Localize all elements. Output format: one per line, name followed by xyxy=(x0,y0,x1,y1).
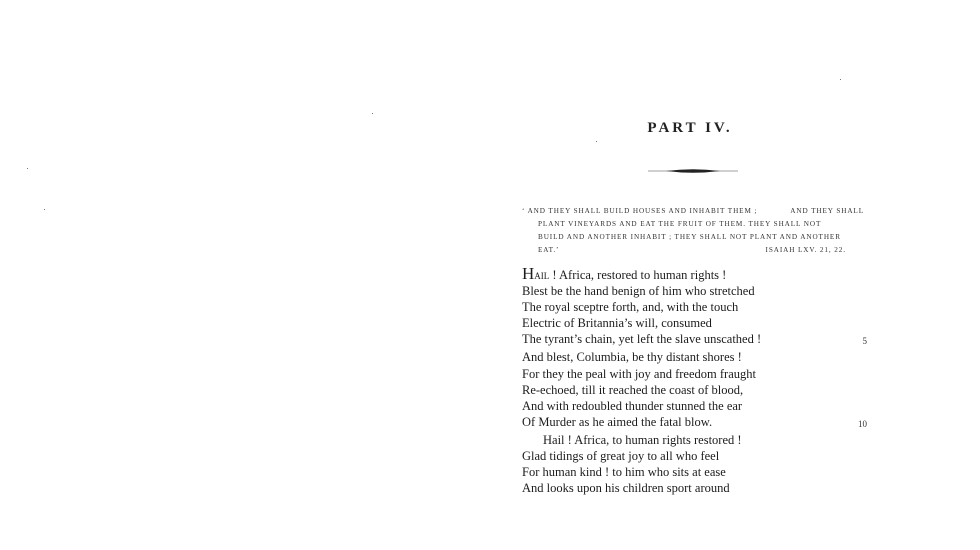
epigraph-line: BUILD AND ANOTHER INHABIT ; THEY SHALL NOT PLANT AND ANOTHER xyxy=(538,233,841,241)
scan-speck xyxy=(596,141,597,142)
scan-speck xyxy=(27,168,28,169)
poem-line: Glad tidings of great joy to all who feel xyxy=(522,449,720,464)
poem-line: The royal sceptre forth, and, with the touch xyxy=(522,300,739,315)
poem-line: Blest be the hand benign of him who stretched xyxy=(522,284,755,299)
poem-line: And blest, Columbia, be thy distant shores ! xyxy=(522,350,742,365)
drop-cap: H xyxy=(522,264,535,283)
poem-line: For human kind ! to him who sits at ease xyxy=(522,465,726,480)
epigraph-citation: ISAIAH LXV. 21, 22. xyxy=(765,246,846,254)
poem-line: And looks upon his children sport around xyxy=(522,481,730,496)
part-title: PART IV. xyxy=(647,120,733,136)
epigraph-line: PLANT VINEYARDS AND EAT THE FRUIT OF THEM. THEY SHALL NOT xyxy=(538,220,822,228)
poem-line: Of Murder as he aimed the fatal blow. 10 xyxy=(522,414,867,432)
poem-text xyxy=(522,266,867,496)
epigraph xyxy=(522,205,864,257)
epigraph-line: EAT.’ ISAIAH LXV. 21, 22. xyxy=(522,244,864,257)
poem-line: For they the peal with joy and freedom fraught xyxy=(522,366,756,381)
poem-line: Hail ! Africa, restored to human rights ! xyxy=(522,264,727,283)
ornamental-rule xyxy=(648,166,738,176)
line-number: 10 xyxy=(858,418,867,429)
scan-speck xyxy=(840,79,841,80)
scan-speck xyxy=(44,209,45,210)
epigraph-line: ‘ AND THEY SHALL BUILD HOUSES AND INHABIT THEM ; AND THEY SHALL xyxy=(522,207,864,215)
line-number: 5 xyxy=(862,336,867,347)
small-caps-word: ail xyxy=(534,267,550,282)
poem-line: And with redoubled thunder stunned the ear xyxy=(522,398,743,413)
poem-line: Re-echoed, till it reached the coast of blood, xyxy=(522,382,744,397)
scan-speck xyxy=(372,113,373,114)
poem-line: Electric of Britannia’s will, consumed xyxy=(522,316,712,331)
poem-line: The tyrant’s chain, yet left the slave unscathed ! 5 xyxy=(522,331,867,349)
poem-line: Hail ! Africa, to human rights restored ! xyxy=(543,432,742,447)
